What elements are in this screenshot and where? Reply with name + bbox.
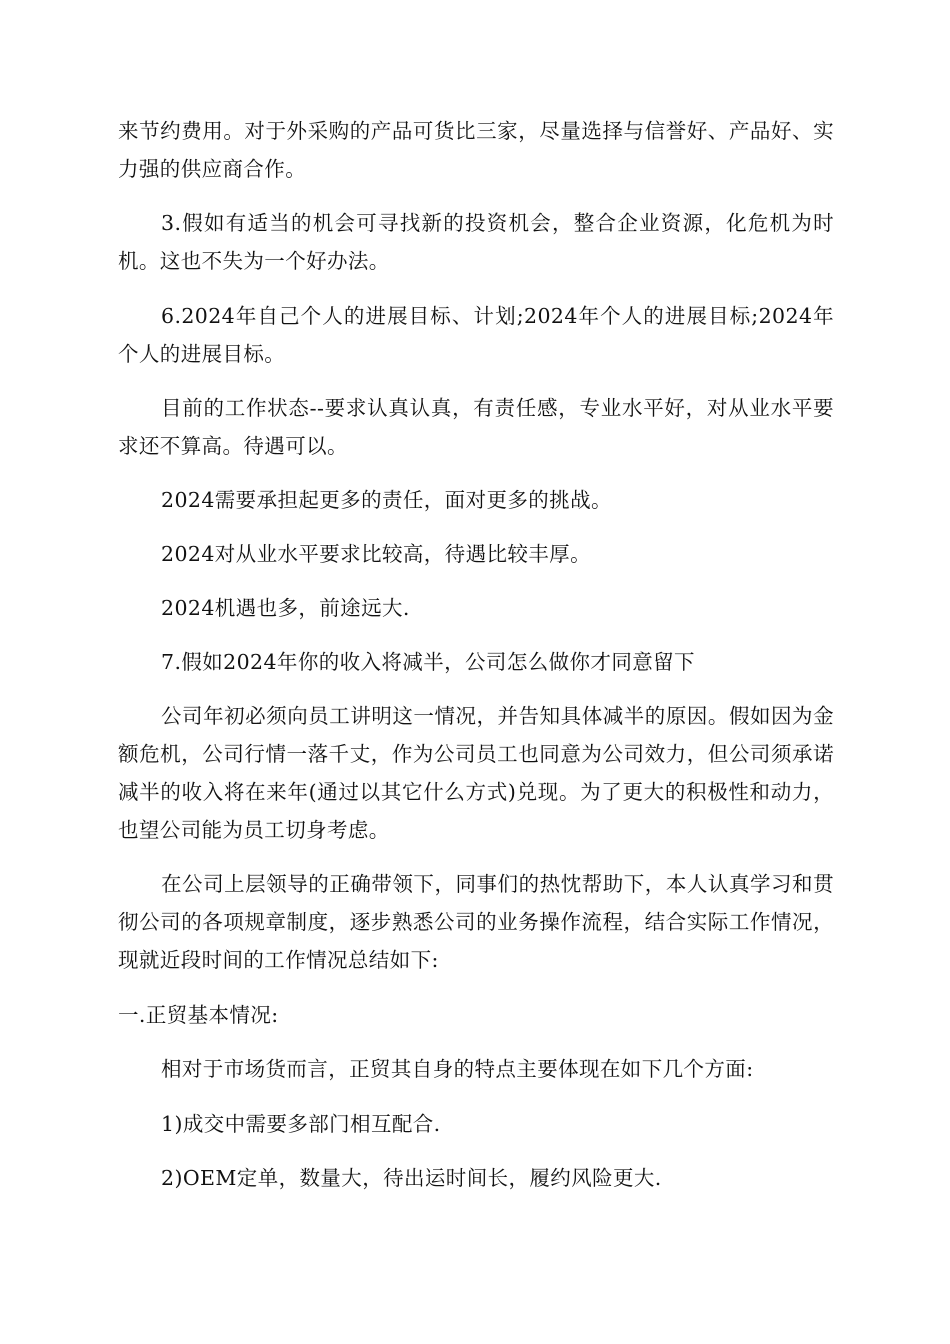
list-item-2: 2)OEM定单，数量大，待出运时间长，履约风险更大. <box>161 1166 662 1190</box>
paragraph-2024-opportunities: 2024机遇也多，前途远大. <box>161 596 410 620</box>
paragraph-work-status: 目前的工作状态--要求认真认真，有责任感，专业水平好，对从业水平要求还不算高。待遇可以。 <box>118 396 834 458</box>
section-heading-basic-situation: 一.正贸基本情况: <box>118 1003 279 1027</box>
paragraph-summary-intro: 在公司上层领导的正确带领下，同事们的热忱帮助下，本人认真学习和贯彻公司的各项规章制度，逐步熟悉公司的业务操作流程，结合实际工作情况，现就近段时间的工作情况总结如下: <box>118 872 834 972</box>
paragraph-item-7-income: 7.假如2024年你的收入将减半，公司怎么做你才同意留下 <box>161 650 695 674</box>
paragraph-item-3-investment: 3.假如有适当的机会可寻找新的投资机会，整合企业资源，化危机为时机。这也不失为一个好办法。 <box>118 211 834 273</box>
paragraph-2024-requirements: 2024对从业水平要求比较高，待遇比较丰厚。 <box>161 542 591 566</box>
list-item-1: 1)成交中需要多部门相互配合. <box>161 1112 441 1136</box>
paragraph-item-6-goals: 6.2024年自己个人的进展目标、计划;2024年个人的进展目标;2024年个人的进展目标。 <box>118 304 834 366</box>
paragraph-company-explanation: 公司年初必须向员工讲明这一情况，并告知具体减半的原因。假如因为金额危机，公司行情一落千丈，作为公司员工也同意为公司效力，但公司须承诺减半的收入将在来年(通过以其它什么方式)兑现。为了更大的积极性和动力，也望公司能为员工切身考虑。 <box>118 704 834 842</box>
paragraph-cost-saving: 来节约费用。对于外采购的产品可货比三家，尽量选择与信誉好、产品好、实力强的供应商合作。 <box>118 119 834 181</box>
paragraph-2024-responsibility: 2024需要承担起更多的责任，面对更多的挑战。 <box>161 488 612 512</box>
paragraph-characteristics: 相对于市场货而言，正贸其自身的特点主要体现在如下几个方面: <box>161 1057 754 1081</box>
